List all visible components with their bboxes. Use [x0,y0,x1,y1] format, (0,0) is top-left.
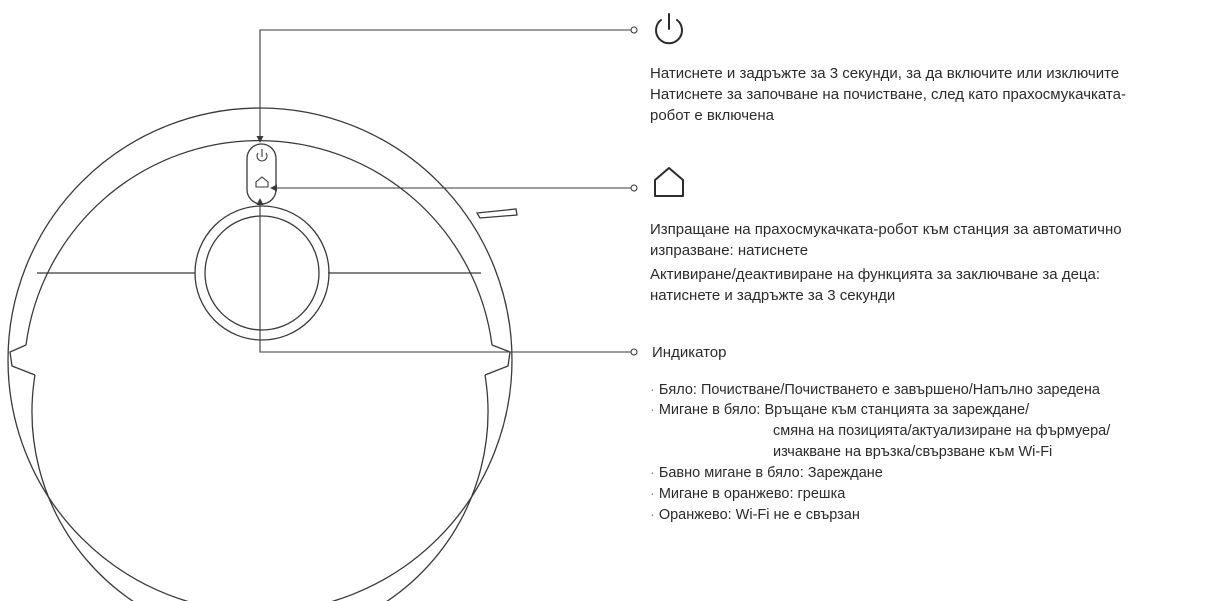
side-brush [477,209,517,218]
indicator-bullet-text: Оранжево: Wi-Fi не е свързан [658,507,860,523]
indicator-bullet-text: Бяло: Почистване/Почистването е завършено/Напълно заредена [658,382,1100,398]
laser-sensor-inner [205,216,319,330]
home-callout-dot [631,185,637,191]
indicator-callout-dot [631,349,637,355]
robot-outer-body [8,108,512,601]
power-icon [656,14,682,43]
indicator-continuation-2: изчакване на връзка/свързване към Wi-Fi [773,444,1053,460]
home-description-line-3: Активиране/деактивиране на функцията за заключване за деца: [650,266,1101,283]
indicator-bullet-slow-blinking: · Бавно мигане в бяло: Зареждане [650,465,883,481]
panel-home-icon [256,177,268,187]
indicator-bullet-text: Бавно мигане в бяло: Зареждане [658,465,883,481]
power-description-line-2: Натиснете за започване на почистване, след като прахосмукачката- [650,86,1126,103]
home-description-line-1: Изпращане на прахосмукачката-робот към станция за автоматично [650,221,1122,238]
bumper-notch-right [485,345,510,375]
laser-sensor-outer [195,206,329,340]
indicator-bullet-white: · Бяло: Почистване/Почистването е завършено/Напълно заредена [650,382,1100,398]
indicator-bullet-text: Мигане в оранжево: грешка [658,486,846,502]
power-description-line-1: Натиснете и задръжте за 3 секунди, за да включите или изключите [650,65,1120,82]
indicator-bullet-blinking-orange: · Мигане в оранжево: грешка [650,486,846,502]
power-arrow [257,136,264,143]
power-leader-line [260,30,631,138]
indicator-bullet-orange: · Оранжево: Wi-Fi не е свързан [650,507,860,523]
indicator-continuation-1: смяна на позицията/актуализиране на фърмуера/ [773,423,1111,439]
home-icon [655,168,683,196]
indicator-title: Индикатор [652,344,727,361]
power-description-line-3: робот е включена [650,107,774,124]
home-description-line-4: натиснете и задръжте за 3 секунди [650,287,896,304]
indicator-leader-line [260,203,631,352]
home-description-line-2: изпразване: натиснете [650,242,809,259]
lower-rim [32,375,488,601]
bumper-notch-left [10,345,35,375]
home-arrow [270,185,277,192]
indicator-bullet-text: Мигане в бяло: Връщане към станцията за зареждане/ [658,402,1030,418]
indicator-bullet-blinking-white: · Мигане в бяло: Връщане към станцията за зареждане/ [650,402,1030,418]
bumper-upper-rim [26,141,492,345]
indicator-arrow [257,198,264,205]
power-callout-dot [631,27,637,33]
